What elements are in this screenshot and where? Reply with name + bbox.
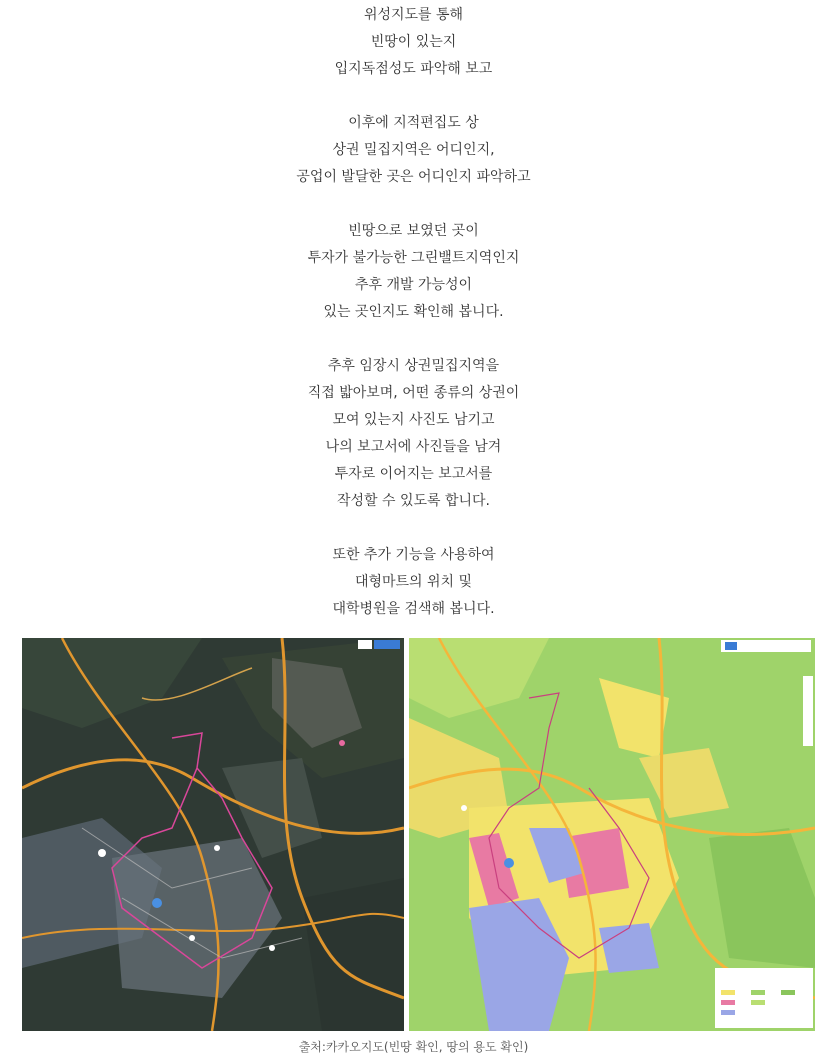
text-line: 또한 추가 기능을 사용하여 — [332, 547, 495, 563]
text-line: 투자로 이어지는 보고서를 — [334, 466, 493, 482]
text-line: 빈땅으로 보였던 곳이 — [348, 223, 479, 239]
image-caption: 출처:카카오지도(빈땅 확인, 땅의 용도 확인) — [298, 1040, 529, 1054]
text-line: 작성할 수 있도록 합니다. — [336, 493, 491, 509]
text-line: 있는 곳인지도 확인해 봅니다. — [323, 304, 504, 320]
text-line: 위성지도를 통해 — [363, 7, 464, 23]
text-line: 대형마트의 위치 및 — [354, 574, 473, 590]
map-image-pair — [22, 638, 815, 1031]
text-line: 추후 임장시 상권밀집지역을 — [327, 358, 500, 374]
text-line: 추후 개발 가능성이 — [354, 277, 473, 293]
text-line: 빈땅이 있는지 — [370, 34, 457, 50]
paragraph-2 — [0, 110, 827, 191]
paragraph-3 — [0, 218, 827, 326]
text-line: 투자가 불가능한 그린밸트지역인지 — [307, 250, 520, 266]
text-line: 상권 밀집지역은 어디인지, — [332, 142, 495, 158]
paragraph-1 — [0, 2, 827, 83]
text-line: 이후에 지적편집도 상 — [348, 115, 479, 131]
text-line: 대학병원을 검색해 봅니다. — [332, 601, 495, 617]
text-line: 직접 밟아보며, 어떤 종류의 상권이 — [307, 385, 520, 401]
paragraph-4 — [0, 353, 827, 515]
text-line: 공업이 발달한 곳은 어디인지 파악하고 — [296, 169, 531, 185]
text-line: 입지독점성도 파악해 보고 — [334, 61, 493, 77]
satellite-map-image — [22, 638, 404, 1031]
paragraph-5 — [0, 542, 827, 623]
text-line: 모여 있는지 사진도 남기고 — [332, 412, 495, 428]
zoning-map-image — [409, 638, 815, 1031]
text-line: 나의 보고서에 사진들을 남겨 — [325, 439, 502, 455]
